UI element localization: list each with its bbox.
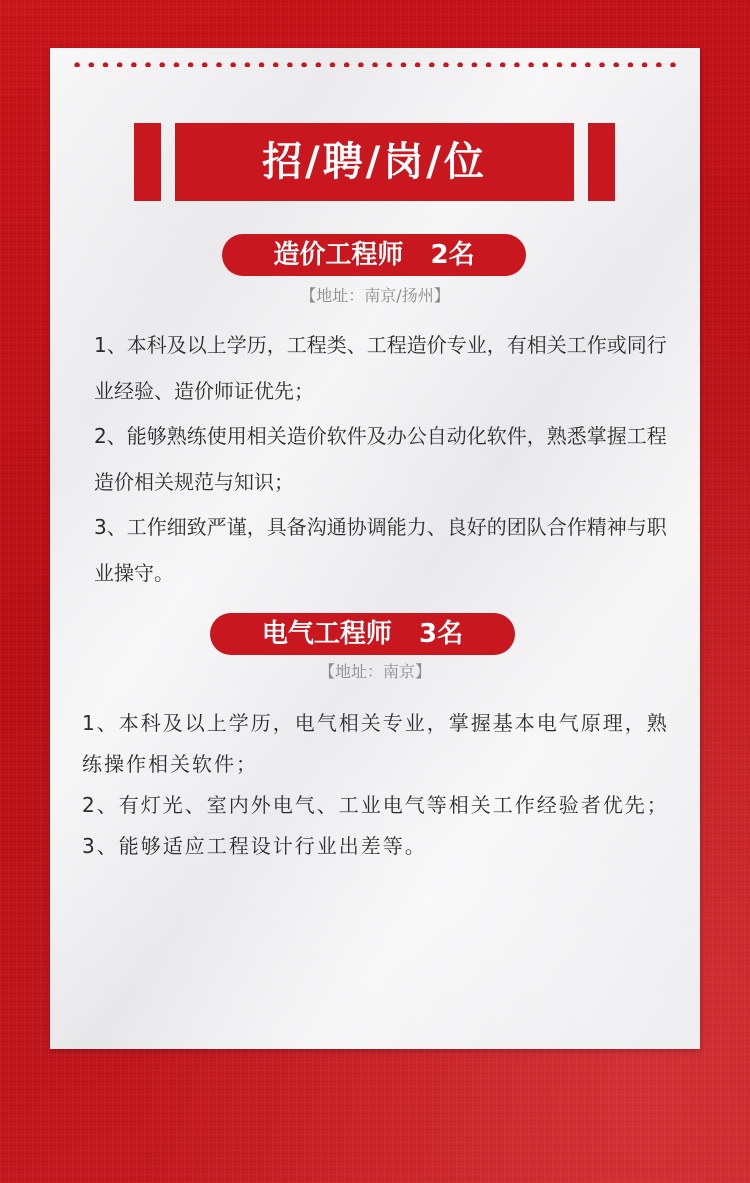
job-title-pill-cost-engineer: 造价工程师 2名 [222,234,526,276]
page-title: 招/聘/岗/位 [175,123,574,201]
job-address-cost-engineer: 【地址：南京/扬州】 [300,286,450,305]
requirement-item: 2、能够熟练使用相关造价软件及办公自动化软件，熟悉掌握工程造价相关规范与知识； [94,424,667,494]
requirement-item: 1、本科及以上学历，电气相关专业，掌握基本电气原理，熟练操作相关软件； [82,711,669,776]
title-left-bar [134,123,161,201]
job-requirements-cost-engineer [94,323,674,596]
requirement-item: 3、能够适应工程设计行业出差等。 [82,834,427,858]
requirement-item: 3、工作细致严谨，具备沟通协调能力、良好的团队合作精神与职业操守。 [94,515,667,585]
dotted-border [70,62,680,67]
job-address-electrical-engineer: 【地址：南京】 [318,662,431,681]
title-right-bar [588,123,615,201]
requirement-item: 2、有灯光、室内外电气、工业电气等相关工作经验者优先； [82,793,669,817]
requirement-item: 1、本科及以上学历，工程类、工程造价专业，有相关工作或同行业经验、造价师证优先； [94,333,667,403]
job-title-pill-electrical-engineer: 电气工程师 3名 [210,613,515,655]
job-requirements-electrical-engineer [82,703,672,867]
title-banner [50,123,700,201]
poster-paper [50,48,700,1049]
